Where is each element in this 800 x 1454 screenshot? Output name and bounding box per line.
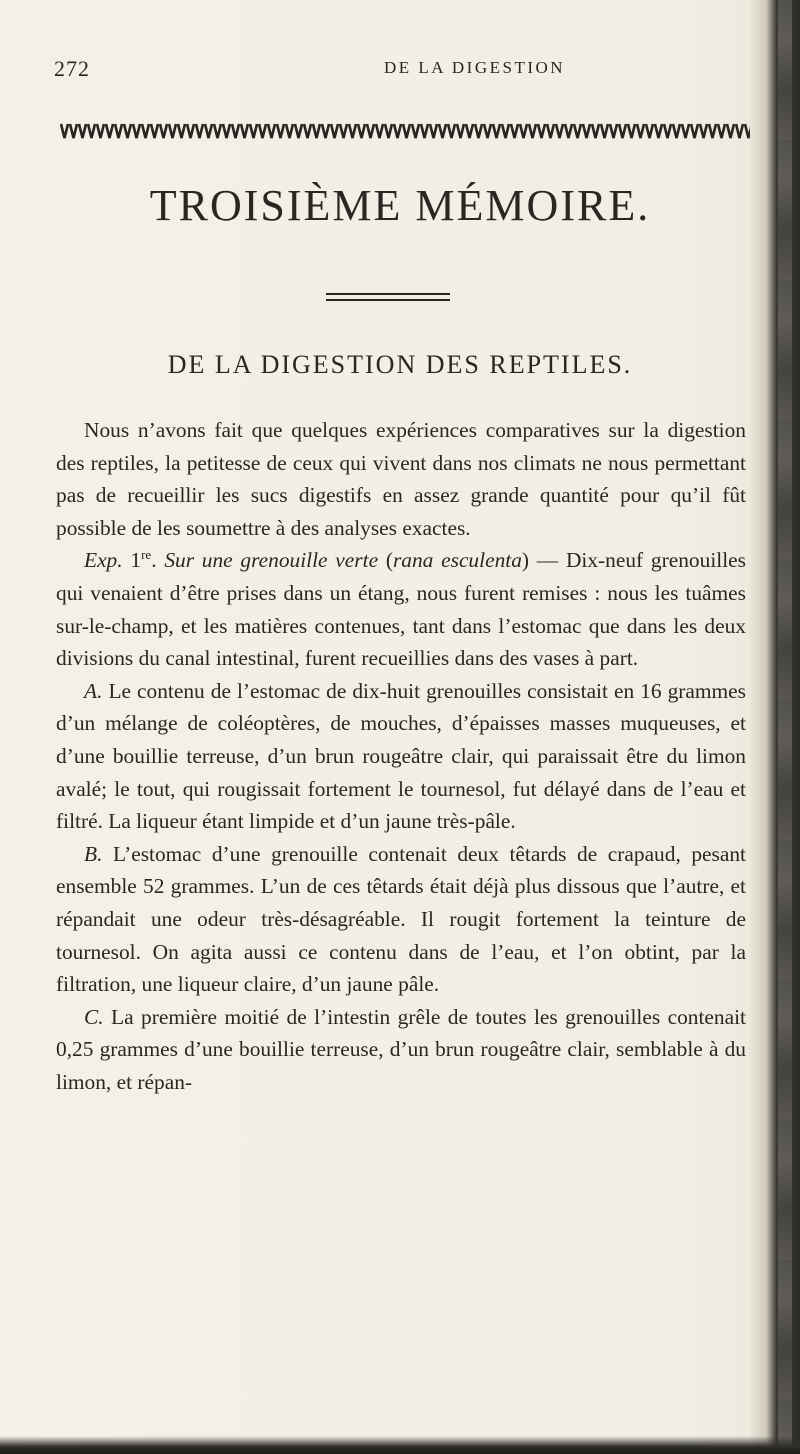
latin-name: rana esculenta: [392, 548, 522, 573]
running-head-title: DE LA DIGESTION: [384, 58, 566, 77]
paragraph-c-label: C.: [84, 1004, 104, 1029]
page-number: 272: [54, 56, 90, 81]
paragraph-c-text: La première moitié de l’intestin grêle de toutes les grenouilles contenait 0,25 grammes d’une bouillie terreuse, d’un brun rougeâtre clair, semblable à du limon, et répan-: [56, 1004, 746, 1094]
running-head: [54, 56, 754, 86]
memoir-title: TROISIÈME MÉMOIRE.: [149, 181, 651, 230]
experiment-label: Exp.: [84, 548, 123, 573]
experiment-ordinal: re: [141, 547, 152, 563]
ornamental-rule: [60, 118, 750, 144]
experiment-number: 1: [130, 548, 142, 573]
section-title: DE LA DIGESTION DES REPTILES.: [167, 350, 633, 379]
experiment-subject: Sur une grenouille verte: [164, 548, 379, 573]
experiment-text: Dix-neuf grenouilles qui venaient d’être prises dans un étang, nous furent remises : nous les tuâmes sur-le-champ, et les matières contenues, tant dans l’estomac que dans les deux divisions du canal intestinal, furent recueillies dans des vases à part.: [56, 548, 746, 671]
paragraph-b-label: B.: [84, 841, 103, 866]
paragraph-a: [56, 675, 746, 838]
experiment-period: .: [151, 548, 157, 573]
paragraph-b: [56, 838, 746, 1001]
double-rule: [326, 291, 450, 303]
paragraph-b-text: L’estomac d’une grenouille contenait deux têtards de crapaud, pesant ensemble 52 grammes. L’un de ces têtards était déjà plus dissous que l’autre, et répandait une odeur très-désagréable. Il rougit fortement la teinture de tournesol. On agita aussi ce contenu dans de l’eau, et l’on obtint, par la filtration, une liqueur claire, d’un jaune pâle.: [56, 841, 746, 997]
experiment-paragraph: [56, 544, 746, 674]
body-text: [56, 414, 746, 1098]
paren-close: ) —: [521, 548, 559, 573]
paragraph-c: [56, 1001, 746, 1099]
intro-paragraph: Nous n’avons fait que quelques expériences comparatives sur la digestion des reptiles, la petitesse de ceux qui vivent dans nos climats ne nous permettant pas de recueillir les sucs digestifs en assez grande quantité pour qu’il fût possible de les soumettre à des analyses exactes.: [56, 418, 746, 540]
page-bottom-edge: [0, 1436, 800, 1454]
paragraph-a-label: A.: [84, 678, 103, 703]
paren-open: (: [378, 548, 393, 573]
paragraph-a-text: Le contenu de l’estomac de dix-huit grenouilles consistait en 16 grammes d’un mélange de coléoptères, de mouches, d’épaisses masses muqueuses, et d’une bouillie terreuse, d’un brun rougeâtre clair, qui paraissait être du limon avalé; le tout, qui rougissait fortement le tournesol, fut délayé dans de l’eau et filtré. La liqueur étant limpide et d’un jaune très-pâle.: [56, 678, 746, 834]
